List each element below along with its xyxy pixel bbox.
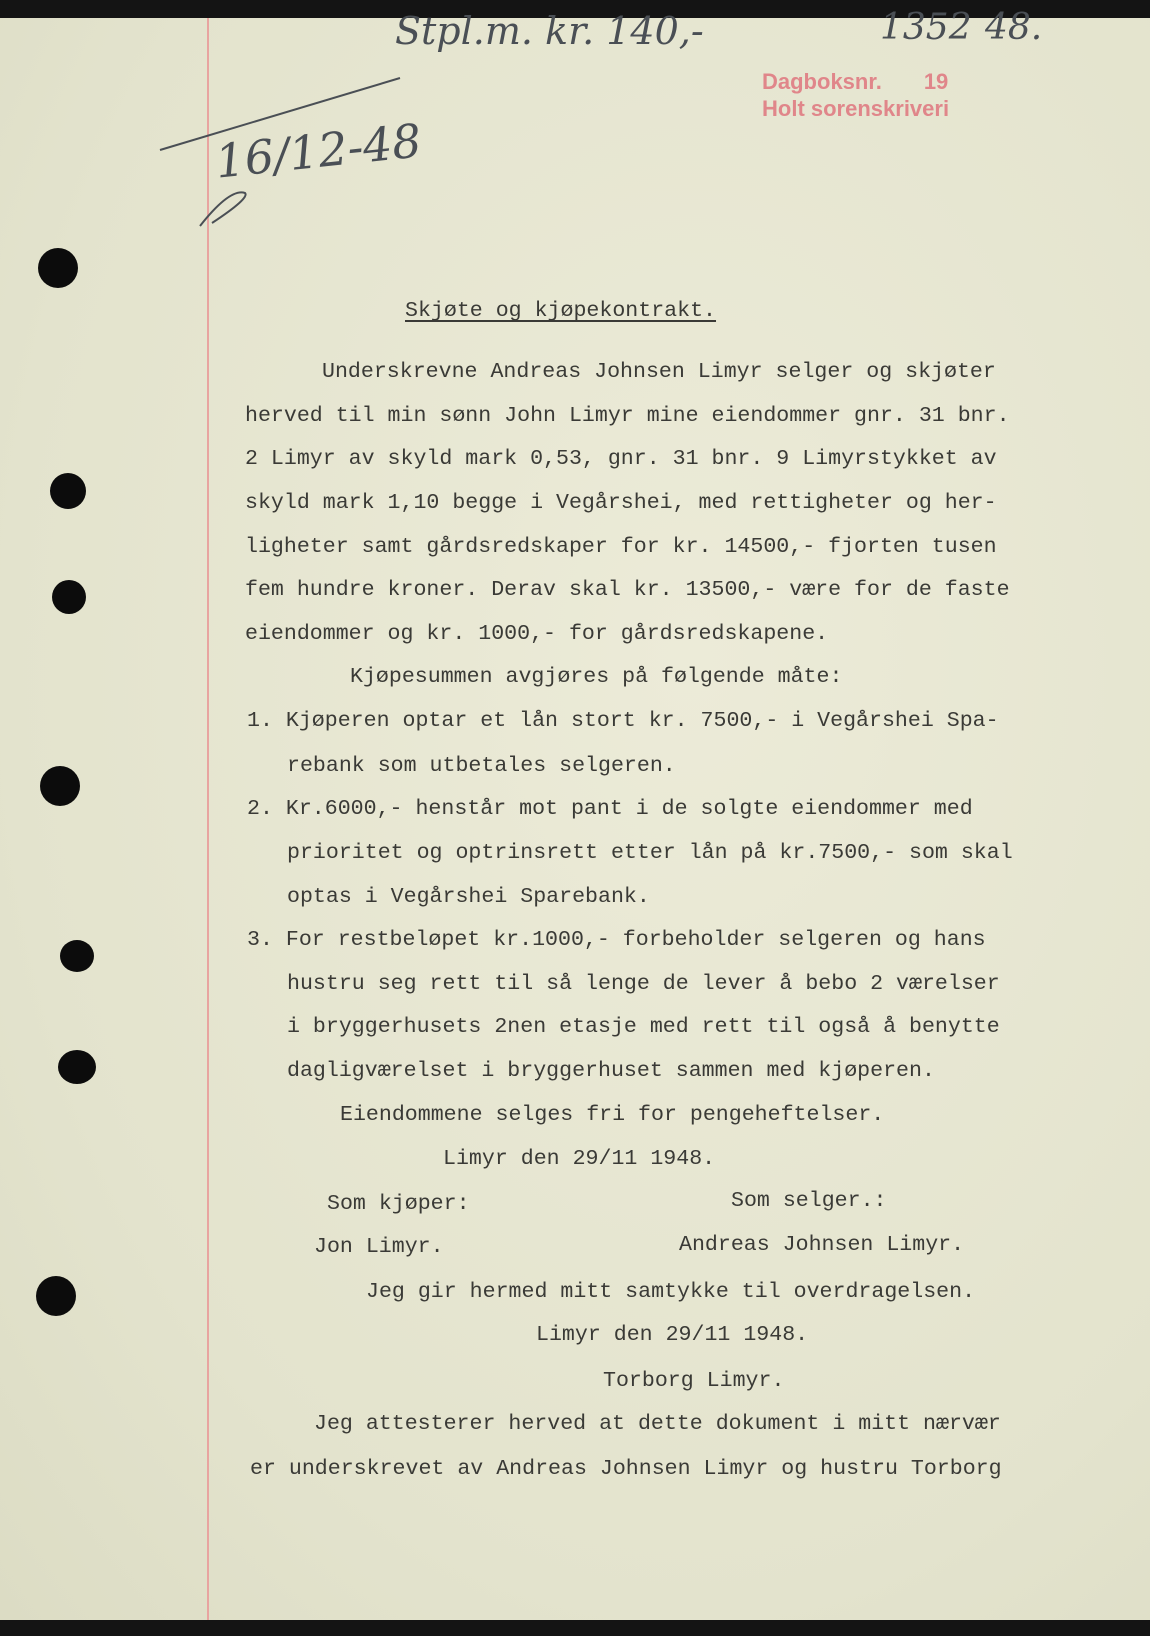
date-annotation: 16/12-48	[212, 113, 424, 189]
list-item: 3. For restbeløpet kr.1000,- forbeholder selgeren og hans	[247, 928, 986, 952]
list-item-cont: hustru seg rett til så lenge de lever å bebo 2 værelser	[287, 972, 1000, 996]
attestation-line: Jeg attesterer herved at dette dokument i mitt nærvær	[314, 1412, 1001, 1436]
punch-hole	[58, 1050, 96, 1084]
body-line: fem hundre kroner. Derav skal kr. 13500,- være for de faste	[245, 578, 1010, 602]
document-title: Skjøte og kjøpekontrakt.	[405, 299, 717, 323]
list-item-cont: optas i Vegårshei Sparebank.	[287, 885, 650, 909]
body-line: Underskrevne Andreas Johnsen Limyr selger og skjøter	[322, 360, 996, 384]
punch-hole	[52, 580, 86, 614]
punch-hole	[36, 1276, 76, 1316]
list-item: 2. Kr.6000,- henstår mot pant i de solgte eiendommer med	[247, 797, 973, 821]
stamp-line1: Dagboksnr.	[762, 69, 882, 94]
punch-hole	[60, 940, 94, 972]
list-item-cont: dagligværelset i bryggerhuset sammen med kjøperen.	[287, 1059, 935, 1083]
body-line: herved til min sønn John Limyr mine eiendommer gnr. 31 bnr.	[245, 404, 1010, 428]
buyer-label: Som kjøper:	[327, 1192, 470, 1216]
list-item-cont: i bryggerhusets 2nen etasje med rett til også å benytte	[287, 1015, 1000, 1039]
document-page	[0, 7, 1150, 1620]
body-line: Eiendommene selges fri for pengeheftelser.	[340, 1103, 885, 1127]
seller-name: Andreas Johnsen Limyr.	[679, 1233, 965, 1257]
body-line: 2 Limyr av skyld mark 0,53, gnr. 31 bnr. 9 Limyrstykket av	[245, 447, 997, 471]
list-item-cont: prioritet og optrinsrett etter lån på kr.7500,- som skal	[287, 841, 1013, 865]
handwriting-strokes	[0, 18, 1150, 278]
seller-label: Som selger.:	[731, 1189, 887, 1213]
buyer-name: Jon Limyr.	[314, 1235, 444, 1259]
punch-hole	[50, 473, 86, 509]
court-stamp	[762, 68, 949, 122]
stamp-line2: Holt sorenskriveri	[762, 96, 950, 121]
consent-date: Limyr den 29/11 1948.	[536, 1323, 809, 1347]
consent-signer: Torborg Limyr.	[603, 1369, 785, 1393]
stamp-year-prefix: 19	[923, 69, 949, 94]
attestation-line: er underskrevet av Andreas Johnsen Limyr og hustru Torborg	[250, 1457, 1002, 1481]
fee-annotation: Stpl.m. kr. 140,-	[395, 9, 704, 53]
list-item: 1. Kjøperen optar et lån stort kr. 7500,- i Vegårshei Spa-	[247, 709, 999, 733]
list-item-cont: rebank som utbetales selgeren.	[287, 754, 676, 778]
journal-number: 1352	[880, 7, 972, 48]
journal-year: 48.	[985, 7, 1043, 48]
place-date: Limyr den 29/11 1948.	[443, 1147, 716, 1171]
punch-hole	[40, 766, 80, 806]
body-line: skyld mark 1,10 begge i Vegårshei, med rettigheter og her-	[245, 491, 997, 515]
body-line: ligheter samt gårdsredskaper for kr. 14500,- fjorten tusen	[245, 535, 997, 559]
body-line: Kjøpesummen avgjøres på følgende måte:	[350, 665, 843, 689]
consent-text: Jeg gir hermed mitt samtykke til overdragelsen.	[366, 1280, 976, 1304]
body-line: eiendommer og kr. 1000,- for gårdsredskapene.	[245, 622, 829, 646]
